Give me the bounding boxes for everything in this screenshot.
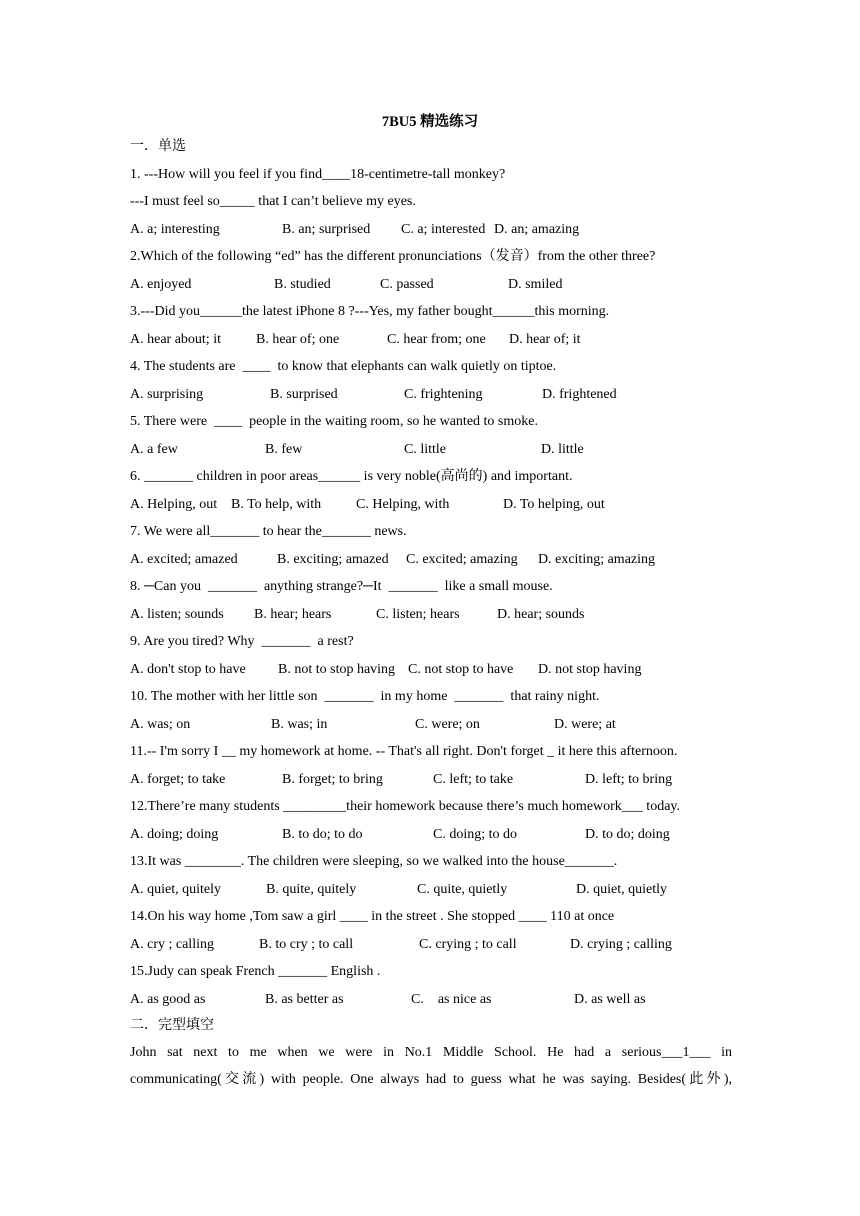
question-13-line-1: 13.It was ________. The children were sleeping, so we walked into the house_______. — [130, 854, 618, 869]
option-b: B. to do; to do — [282, 827, 363, 842]
option-a: A. quiet, quitely — [130, 882, 221, 897]
question-14-line-1: 14.On his way home ,Tom saw a girl ____ in the street . She stopped ____ 110 at once — [130, 909, 615, 924]
option-d: D. an; amazing — [494, 222, 580, 237]
option-b: B. few — [265, 442, 303, 457]
option-c: C. Helping, with — [356, 497, 450, 512]
option-b: B. To help, with — [231, 497, 322, 512]
passage-line-1: John sat next to me when we were in No.1 Middle School. He had a serious___1___ in — [130, 1045, 732, 1060]
option-c: C. quite, quietly — [417, 882, 508, 897]
question-15-line-1: 15.Judy can speak French _______ English . — [130, 964, 381, 979]
section-heading-cloze: 二．完型填空 — [130, 1018, 214, 1033]
question-10-line-1: 10. The mother with her little son _______ in my home _______ that rainy night. — [130, 689, 600, 704]
option-b: B. hear; hears — [254, 607, 332, 622]
question-6-line-1: 6. _______ children in poor areas______ is very noble(高尚的) and important. — [130, 469, 573, 484]
option-c: C. crying ; to call — [419, 937, 517, 952]
option-b: B. exciting; amazed — [277, 552, 389, 567]
option-c: C. not stop to have — [408, 662, 514, 677]
question-7-line-1: 7. We were all_______ to hear the_______ news. — [130, 524, 407, 539]
option-c: C. a; interested — [401, 222, 486, 237]
option-c: C. little — [404, 442, 446, 457]
option-d: D. hear; sounds — [497, 607, 585, 622]
option-a: A. doing; doing — [130, 827, 219, 842]
question-11-line-1: 11.-- I'm sorry I __ my homework at home. -- That's all right. Don't forget _ it here this afternoon. — [130, 744, 678, 759]
option-a: A. was; on — [130, 717, 191, 732]
question-2-line-1: 2.Which of the following “ed” has the different pronunciations（发音）from the other three? — [130, 249, 656, 264]
option-c: C. doing; to do — [433, 827, 518, 842]
question-8-line-1: 8. ─Can you _______ anything strange?─It _______ like a small mouse. — [130, 579, 553, 594]
question-5-line-1: 5. There were ____ people in the waiting room, so he wanted to smoke. — [130, 414, 538, 429]
option-a: A. as good as — [130, 992, 206, 1007]
option-a: A. hear about; it — [130, 332, 221, 347]
question-12-line-1: 12.There’re many students _________their homework because there’s much homework___ today. — [130, 799, 680, 814]
option-a: A. a few — [130, 442, 178, 457]
question-3-line-1: 3.---Did you______the latest iPhone 8 ?---Yes, my father bought______this morning. — [130, 304, 610, 319]
question-9-line-1: 9. Are you tired? Why _______ a rest? — [130, 634, 354, 649]
option-d: D. little — [541, 442, 584, 457]
option-d: D. To helping, out — [503, 497, 605, 512]
option-b: B. an; surprised — [282, 222, 371, 237]
option-a: A. excited; amazed — [130, 552, 238, 567]
section-heading-single-choice: 一．单选 — [130, 139, 186, 154]
option-a: A. forget; to take — [130, 772, 226, 787]
option-d: D. hear of; it — [509, 332, 581, 347]
option-b: B. not to stop having — [278, 662, 396, 677]
option-d: D. exciting; amazing — [538, 552, 656, 567]
option-a: A. listen; sounds — [130, 607, 224, 622]
option-c: C. left; to take — [433, 772, 514, 787]
option-d: D. were; at — [554, 717, 616, 732]
question-1-line-1: 1. ---How will you feel if you find____18-centimetre-tall monkey? — [130, 167, 506, 182]
option-d: D. left; to bring — [585, 772, 673, 787]
page-title: 7BU5 精选练习 — [381, 114, 479, 130]
option-d: D. not stop having — [538, 662, 642, 677]
option-d: D. to do; doing — [585, 827, 670, 842]
option-b: B. forget; to bring — [282, 772, 383, 787]
option-c: C. frightening — [404, 387, 483, 402]
option-c: C. excited; amazing — [406, 552, 518, 567]
option-a: A. surprising — [130, 387, 204, 402]
option-c: C. as nice as — [411, 992, 492, 1007]
passage-line-2: communicating(交流) with people. One always had to guess what he was saying. Besides(此外), — [130, 1072, 732, 1087]
option-b: B. as better as — [265, 992, 344, 1007]
option-b: B. quite, quitely — [266, 882, 357, 897]
option-d: D. quiet, quietly — [576, 882, 667, 897]
option-d: D. as well as — [574, 992, 646, 1007]
option-b: B. hear of; one — [256, 332, 340, 347]
option-a: A. Helping, out — [130, 497, 218, 512]
option-d: D. crying ; calling — [570, 937, 672, 952]
option-d: D. smiled — [508, 277, 563, 292]
option-a: A. a; interesting — [130, 222, 220, 237]
option-b: B. surprised — [270, 387, 338, 402]
option-d: D. frightened — [542, 387, 617, 402]
option-c: C. passed — [380, 277, 434, 292]
option-c: C. hear from; one — [387, 332, 486, 347]
question-1-line-2: ---I must feel so_____ that I can’t believe my eyes. — [130, 194, 416, 209]
option-b: B. was; in — [271, 717, 328, 732]
option-b: B. to cry ; to call — [259, 937, 354, 952]
option-a: A. enjoyed — [130, 277, 192, 292]
option-c: C. listen; hears — [376, 607, 460, 622]
question-4-line-1: 4. The students are ____ to know that elephants can walk quietly on tiptoe. — [130, 359, 557, 374]
option-c: C. were; on — [415, 717, 480, 732]
option-a: A. don't stop to have — [130, 662, 246, 677]
option-b: B. studied — [274, 277, 331, 292]
option-a: A. cry ; calling — [130, 937, 214, 952]
